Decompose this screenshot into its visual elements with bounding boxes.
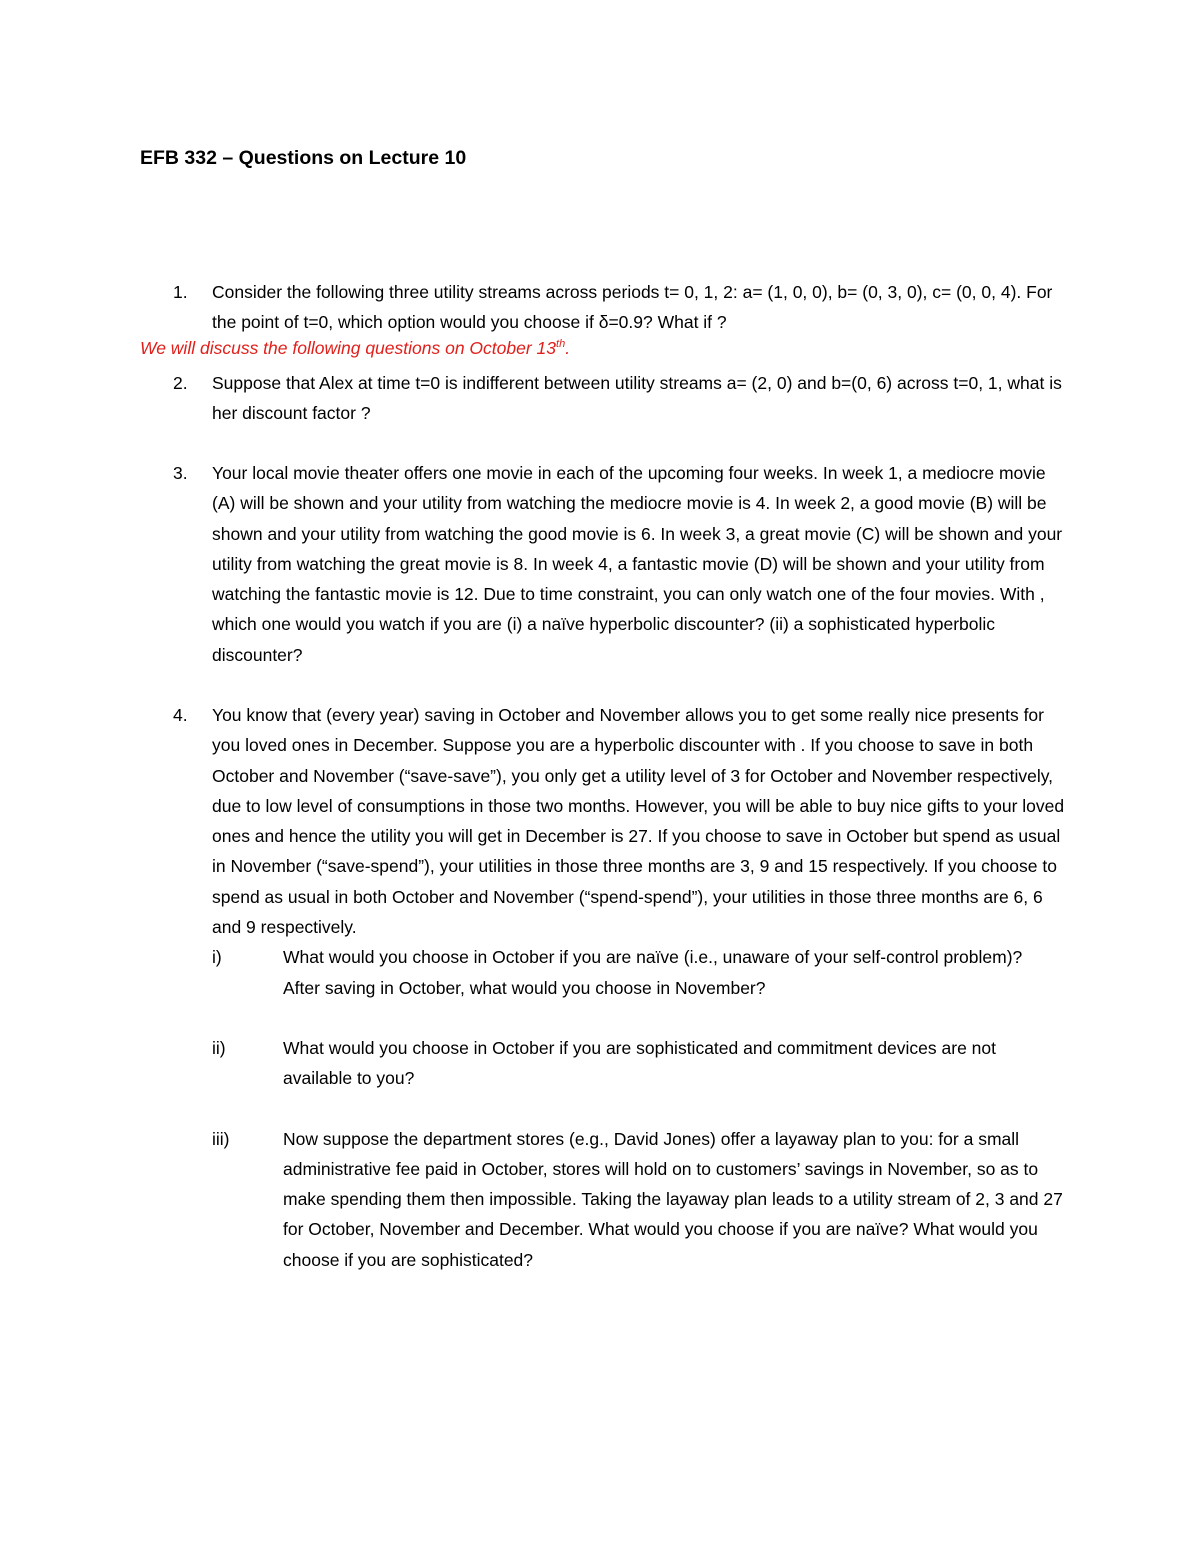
subquestion-number: ii) bbox=[212, 1037, 226, 1058]
question-4 bbox=[140, 700, 1065, 1275]
question-number: 4. bbox=[173, 705, 188, 725]
note-text: We will discuss the following questions on October 13 bbox=[140, 338, 557, 358]
subquestion-number: i) bbox=[212, 947, 222, 968]
subquestion-iii bbox=[212, 1124, 1072, 1275]
document-title: EFB 332 – Questions on Lecture 10 bbox=[140, 147, 467, 169]
question-3 bbox=[140, 458, 1065, 670]
question-text: Consider the following three utility streams across periods t= 0, 1, 2: a= (1, 0, 0), b= (0, 3, 0), c= (0, 0, 4). For the point of t=0, which option would you choose if δ=0.9? What if ? bbox=[212, 282, 1053, 333]
question-number: 3. bbox=[173, 463, 188, 483]
question-1 bbox=[140, 277, 1065, 338]
subquestion-i bbox=[212, 942, 1072, 1003]
question-number: 2. bbox=[173, 373, 188, 393]
question-number: 1. bbox=[173, 282, 188, 302]
note-end: . bbox=[565, 338, 571, 358]
subquestion-text: What would you choose in October if you are naïve (i.e., unaware of your self-control problem)? After saving in October, what would you choose in November? bbox=[283, 947, 1023, 998]
subquestion-number: iii) bbox=[212, 1128, 230, 1149]
question-2 bbox=[140, 368, 1065, 429]
question-text: Your local movie theater offers one movie in each of the upcoming four weeks. In week 1, a mediocre movie (A) will be shown and your utility from watching the mediocre movie is 4. In week 2, a good movie (B) will be shown and your utility from watching the good movie is 6. In week 3, a great movie (C) will be shown and your utility from watching the great movie is 8. In week 4, a fantastic movie (D) will be shown and your utility from watching the fantastic movie is 12. Due to time constraint, you can only watch one of the four movies. With , which one would you watch if you are (i) a naïve hyperbolic discounter? (ii) a sophisticated hyperbolic discounter? bbox=[212, 463, 1063, 665]
subquestion-ii bbox=[212, 1033, 1072, 1094]
subquestion-text: Now suppose the department stores (e.g., David Jones) offer a layaway plan to you: for a small administrative fee paid in October, stores will hold on to customers’ savings in November, so as to make spending them then impossible. Taking the layaway plan leads to a utility stream of 2, 3 and 27 for October, November and December. What would you choose if you are naïve? What would you choose if you are sophisticated? bbox=[283, 1128, 1063, 1270]
subquestion-text: What would you choose in October if you are sophisticated and commitment devices are not available to you? bbox=[283, 1037, 997, 1089]
question-text: Suppose that Alex at time t=0 is indifferent between utility streams a= (2, 0) and b=(0, 6) across t=0, 1, what is her discount factor ? bbox=[212, 373, 1062, 424]
question-text: You know that (every year) saving in October and November allows you to get some really nice presents for you loved ones in December. Suppose you are a hyperbolic discounter with . If you choose to save in both October and November (“save-save”), you only get a utility level of 3 for October and November respectively, due to low level of consumptions in those two months. However, you will be able to buy nice gifts to your loved ones and hence the utility you will get in December is 27. If you choose to save in October but spend as usual in November (“save-spend”), your utilities in those three months are 3, 9 and 15 respectively. If you choose to spend as usual in both October and November (“spend-spend”), your utilities in those three months are 6, 6 and 9 respectively. bbox=[212, 705, 1065, 938]
note-ordinal-suffix: th bbox=[556, 338, 566, 351]
